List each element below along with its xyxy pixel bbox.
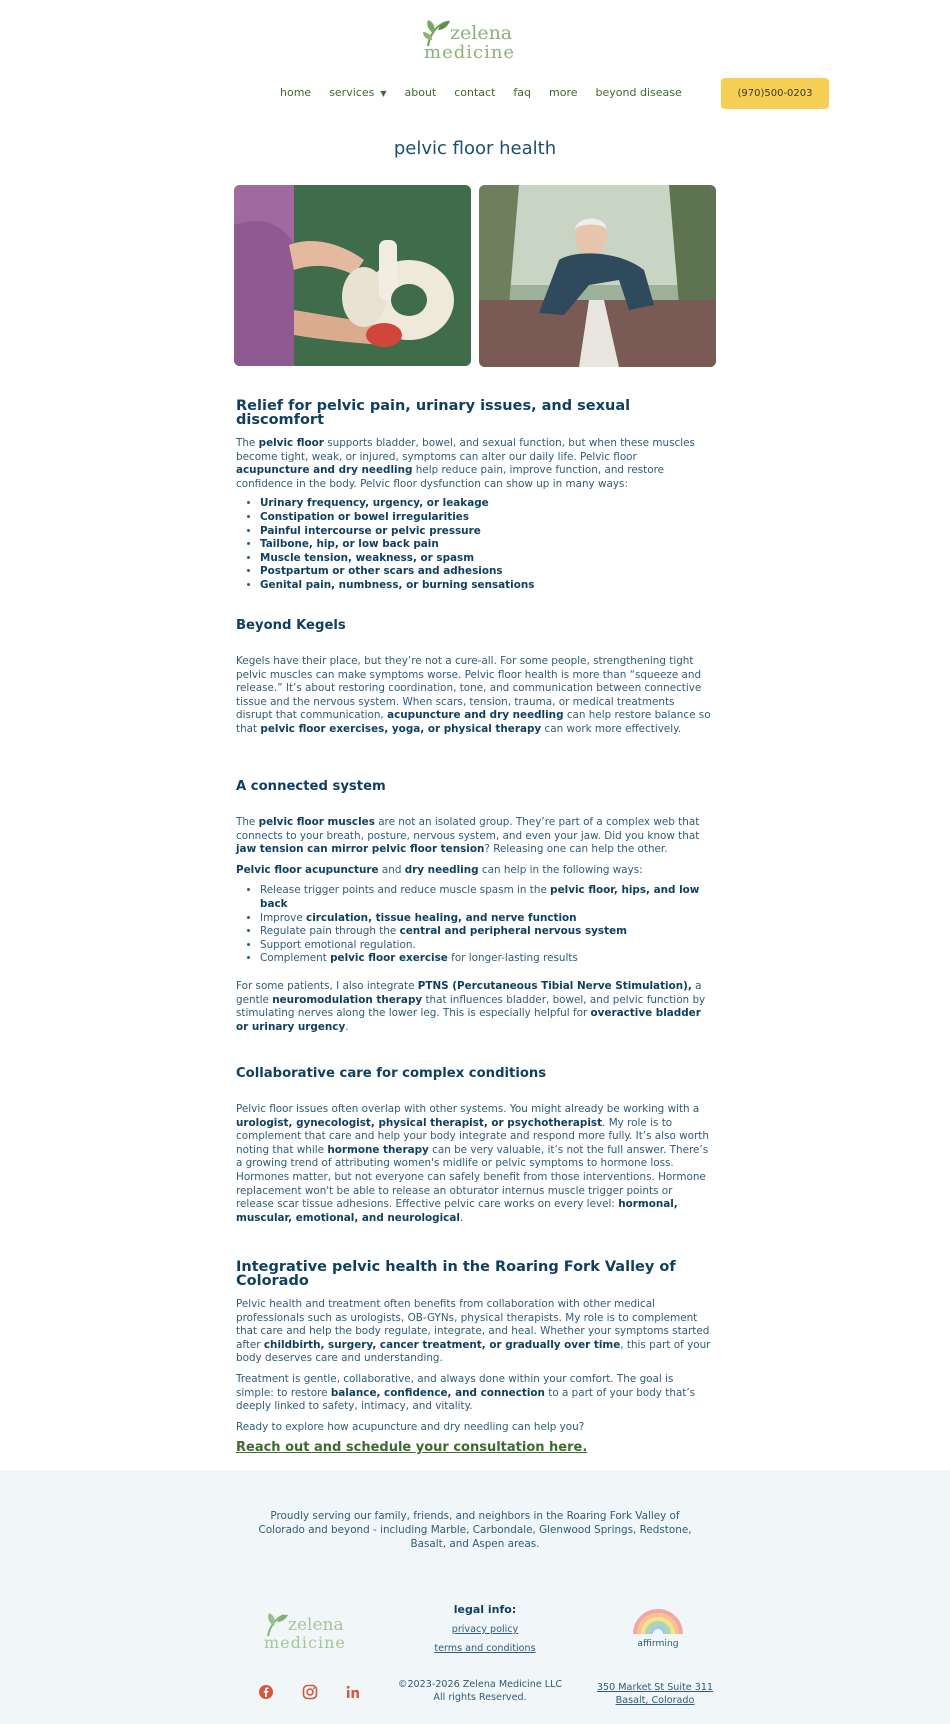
kegels-body [236,655,712,737]
address-line-1: 350 Market St Suite 311 [596,1682,714,1693]
list-item: • Postpartum or other scars and adhesions [260,565,712,579]
list-item: • Urinary frequency, urgency, or leakage [260,497,712,511]
connected-paragraph-2: Pelvic floor acupuncture and dry needling can help in the following ways: [236,863,643,876]
section-collab [236,1067,712,1081]
integrative-paragraph-1: Pelvic health and treatment often benefits from collaboration with other medical professionals such as urologists, OB-GYNs, physical therapists. My role is to complement that care and help the body regulate, integrate, and heal. Whether your symptoms started after childbirth, surgery, cancer treatment, or gradually over time, this part of your body deserves care and understanding. [236,1298,711,1365]
section-heading: A connected system [236,779,386,794]
section-heading: Beyond Kegels [236,618,346,633]
footer-logo[interactable] [262,1606,362,1654]
nav-services[interactable] [329,86,386,106]
list-item: • Tailbone, hip, or low back pain [260,538,712,552]
list-item: • Improve circulation, tissue healing, and nerve function [260,912,712,926]
main-nav [280,86,700,106]
connected-paragraph-1: The pelvic floor muscles are not an isolated group. They’re part of a complex web that connects to your breath, posture, nervous system, and even your jaw. Did you know that jaw tension can mirror pelvic floor tension? Releasing one can help the other. [236,816,700,856]
nav-contact[interactable]: contact [454,86,496,99]
list-item: • Complement pelvic floor exercise for longer-lasting results [260,952,712,966]
logo-word-2: medicine [424,42,516,62]
list-item: • Release trigger points and reduce muscle spasm in the pelvic floor, hips, and low back [260,884,712,911]
page-title: pelvic floor health [393,138,557,159]
list-item: • Painful intercourse or pelvic pressure [260,525,712,539]
section-connected [236,780,712,794]
affirming-label: affirming [637,1638,679,1649]
section-relief [236,400,712,427]
service-area-text: Proudly serving our family, friends, and neighbors in the Roaring Fork Valley of Colorado and beyond - including Marble, Carbondale, Glenwood Springs, Redstone, Basalt, and Aspen areas. [258,1510,692,1550]
leaf-logo-icon [262,1606,362,1654]
relief-body [236,437,712,593]
schedule-consultation-link[interactable]: Reach out and schedule your consultation here. [236,1440,588,1456]
connected-paragraph-3: For some patients, I also integrate PTNS (Percutaneous Tibial Nerve Stimulation), a gentle neuromodulation therapy that influences bladder, bowel, and pelvic function by stimulating nerves along the lower leg. This is especially helpful for overactive bladder or urinary urgency. [236,979,706,1033]
instagram-icon[interactable] [302,1684,318,1700]
pelvis-model-photo [234,185,471,366]
section-heading: Relief for pelvic pain, urinary issues, and sexual discomfort [236,398,631,428]
address-link[interactable] [590,1681,720,1707]
integrative-paragraph-2: Treatment is gentle, collaborative, and always done within your comfort. The goal is simple: to restore balance, confidence, and connection to a part of your body that’s deeply linked to safety, intimacy, and vitality. [236,1372,696,1413]
address-line-2: Basalt, Colorado [615,1695,695,1706]
logo-word-1: zelena [450,22,513,44]
logo-word-1: zelena [288,1615,344,1635]
list-item: • Genital pain, numbness, or burning sensations [260,579,712,593]
section-heading: Collaborative care for complex conditions [236,1066,547,1081]
integrative-paragraph-3: Ready to explore how acupuncture and dry needling can help you? [236,1420,585,1433]
privacy-policy-link[interactable]: privacy policy [451,1624,519,1635]
integrative-body [236,1298,712,1456]
pushup-photo [479,185,716,367]
collab-body [236,1103,712,1225]
header-logo[interactable] [420,12,530,62]
terms-link[interactable]: terms and conditions [434,1643,536,1654]
chevron-down-icon: ▼ [380,89,387,98]
relief-paragraph: The pelvic floor supports bladder, bowel, and sexual function, but when these muscles become tight, weak, or injured, symptoms can alter our daily life. Pelvic floor acupuncture and dry needling help reduce pain, improve function, and restore confidence in the body. Pelvic floor dysfunction can show up in many ways: [236,437,695,490]
list-item: • Muscle tension, weakness, or spasm [260,552,712,566]
facebook-icon[interactable] [258,1684,274,1700]
section-integrative [236,1261,712,1288]
list-item: • Support emotional regulation. [260,939,712,953]
collab-paragraph: Pelvic floor issues often overlap with other systems. You might already be working with a urologist, gynecologist, physical therapist, or psychotherapist. My role is to complement that care and help your body integrate and respond more fully. It’s also worth noting that while hormone therapy can be very valuable, it’s not the full answer. There’s a growing trend of attributing women's midlife or pelvic symptoms to hormone loss. Hormones matter, but not everyone can safely benefit from those interventions. Hormone replacement won't be able to release an obturator internus muscle trigger points or release scar tissue adhesions. Effective pelvic care works on every level: hormonal, muscular, emotional, and neurological. [236,1103,709,1224]
benefit-list [236,884,712,966]
nav-services-label: services [329,86,375,99]
section-kegels [236,619,712,633]
nav-more[interactable]: more [549,86,578,99]
logo-word-2: medicine [264,1633,346,1652]
kegels-paragraph: Kegels have their place, but they’re not a cure-all. For some people, strengthening tight pelvic muscles can make symptoms worse. Pelvic floor health is more than “squeeze and release.” It’s about restoring coordination, tone, and communication between connective tissue and the nervous system. When scars, tension, trauma, or medical treatments disrupt that communication, acupuncture and dry needling can help restore balance so that pelvic floor exercises, yoga, or physical therapy can work more effectively. [236,655,711,735]
copyright-line-1: ©2023-2026 Zelena Medicine LLC [397,1679,563,1690]
connected-body [236,816,712,1034]
nav-beyond-disease[interactable]: beyond disease [595,86,682,99]
legal-heading: legal info: [453,1603,517,1616]
nav-faq[interactable]: faq [513,86,532,99]
nav-home[interactable]: home [280,86,312,99]
copyright [380,1678,580,1704]
copyright-line-2: All rights Reserved. [433,1692,527,1703]
nav-about[interactable]: about [404,86,437,99]
phone-button[interactable]: (970)500-0203 [721,78,829,109]
leaf-logo-icon [420,12,530,62]
section-heading: Integrative pelvic health in the Roaring Fork Valley of Colorado [236,1259,676,1289]
symptom-list [236,497,712,592]
linkedin-icon[interactable] [345,1684,361,1700]
list-item: • Regulate pain through the central and peripheral nervous system [260,925,712,939]
list-item: • Constipation or bowel irregularities [260,511,712,525]
